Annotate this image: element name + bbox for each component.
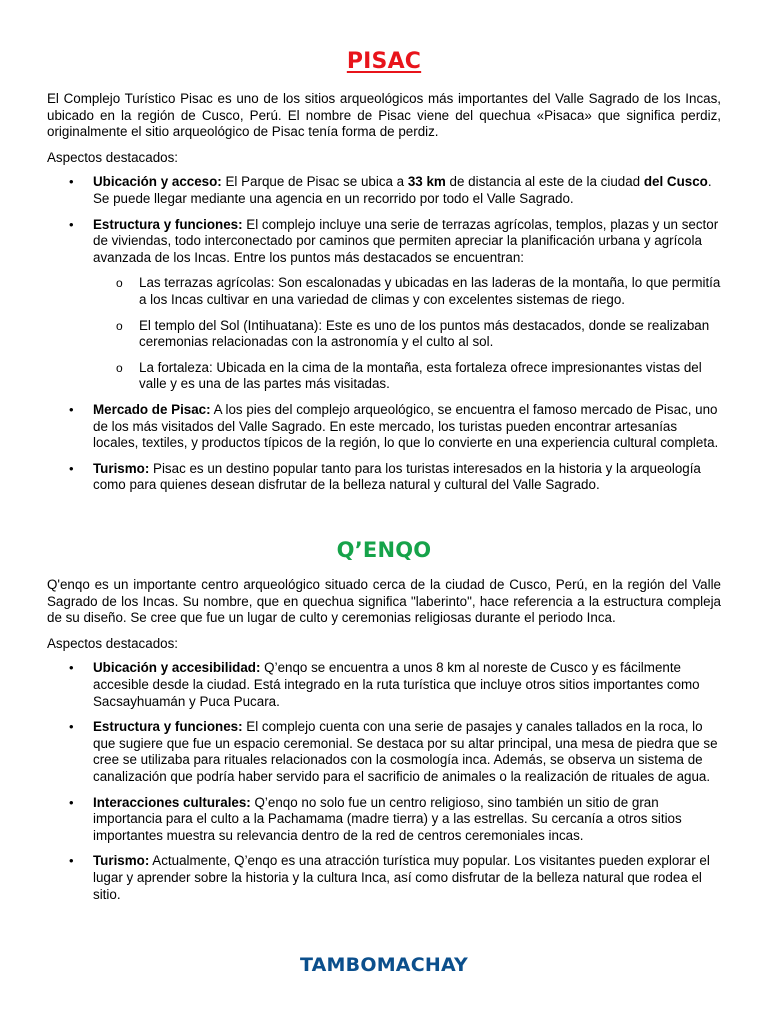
pisac-item-mercado xyxy=(47,402,721,452)
section-pisac xyxy=(47,91,721,503)
item-text: Actualmente, Q’enqo es una atracción turística muy popular. Los visitantes pueden explorar el lugar y aprender sobre la historia y la cultura Inca, así como disfrutar de la belleza natural que rodea el sitio. xyxy=(93,853,710,902)
heading-tambomachay: TAMBOMACHAY xyxy=(299,954,469,976)
distance-value: 33 km xyxy=(407,174,446,190)
item-text: Q’enqo se encuentra a unos 8 km al noreste de Cusco y es fácilmente accesible desde la ciudad. Está integrado en la ruta turística que incluye otros sitios importantes como Sacsayhuamán y Puca Pucara. xyxy=(93,660,700,709)
pisac-item-ubicacion xyxy=(47,174,721,207)
qenqo-item-turismo xyxy=(47,853,721,903)
item-text: de distancia al este de la ciudad xyxy=(445,174,644,190)
city-name: del Cusco xyxy=(643,174,708,190)
heading-qenqo: Q’ENQO xyxy=(336,538,432,562)
qenqo-item-interacciones xyxy=(47,795,721,845)
item-label: Estructura y funciones: xyxy=(93,216,243,232)
item-label: Turismo: xyxy=(93,460,150,476)
item-text: A los pies del complejo arqueológico, se encuentra el famoso mercado de Pisac, uno de los más visitados del Valle Sagrado. En este mercado, los turistas pueden encontrar artesanías locales, textiles, y productos típicos de la región, lo que lo convierte en una experiencia cultural completa. xyxy=(93,401,719,451)
item-label: Ubicación y acceso: xyxy=(93,174,222,190)
item-text: El complejo incluye una serie de terrazas agrícolas, templos, plazas y un sector de viviendas, todo interconectado por caminos que permiten apreciar la planificación urbana y agrícola avanzada de los Incas. Entre los puntos más destacados se encuentran: xyxy=(93,216,719,265)
qenqo-item-ubicacion xyxy=(47,660,721,710)
qenqo-intro-paragraph: Q'enqo es un importante centro arqueológico situado cerca de la ciudad de Cusco, Perú, en la región del Valle Sagrado de los Incas. Su nombre, que en quechua significa "laberinto", hace referencia a la estructura compleja de su diseño. Se cree que fue un lugar de culto y ceremonias religiosas durante el periodo Inca. xyxy=(47,577,721,626)
item-label: Mercado de Pisac: xyxy=(93,401,211,417)
pisac-bullet-list xyxy=(47,174,721,494)
qenqo-item-estructura xyxy=(47,719,721,785)
pisac-aspects-label: Aspectos destacados: xyxy=(47,149,179,165)
pisac-item-turismo xyxy=(47,461,721,494)
qenqo-bullet-list xyxy=(47,660,721,903)
item-text: Q’enqo no solo fue un centro religioso, sino también un sitio de gran importancia para el culto a la Pachamama (madre tierra) y a las estrellas. Su cercanía a otros sitios importantes muestra su relevancia dentro de la red de centros ceremoniales incas. xyxy=(93,794,682,843)
pisac-sub-list xyxy=(93,275,721,393)
heading-pisac: PISAC xyxy=(346,49,422,74)
pisac-item-estructura xyxy=(47,217,721,393)
item-label: Interacciones culturales: xyxy=(93,794,251,810)
sub-item-terrazas: o Las terrazas agrícolas: Son escalonadas y ubicadas en las laderas de la montaña, lo que permitía a los Incas cultivar en una variedad de climas y con excelentes sistemas de riego. xyxy=(93,275,721,308)
sub-item-fortaleza: o La fortaleza: Ubicada en la cima de la montaña, esta fortaleza ofrece impresionantes vistas del valle y es una de las partes más visitadas. xyxy=(93,360,721,393)
qenqo-aspects-label: Aspectos destacados: xyxy=(47,635,179,651)
section-qenqo xyxy=(47,577,721,912)
item-text: El Parque de Pisac se ubica a xyxy=(221,174,408,190)
pisac-intro-paragraph: El Complejo Turístico Pisac es uno de los sitios arqueológicos más importantes del Valle Sagrado de los Incas, ubicado en la región de Cusco, Perú. El nombre de Pisac viene del quechua «Pisaca» que significa perdiz, originalmente el sitio arqueológico de Pisac tenía forma de perdiz. xyxy=(47,91,721,140)
sub-item-templo-sol: o El templo del Sol (Intihuatana): Este es uno de los puntos más destacados, donde se realizaban ceremonias relacionadas con la astronomía y el culto al sol. xyxy=(93,318,721,351)
item-label: Turismo: xyxy=(93,853,150,869)
item-text: . Se puede llegar mediante una agencia en un recorrido por todo el Valle Sagrado. xyxy=(93,174,712,206)
item-label: Ubicación y accesibilidad: xyxy=(93,660,261,676)
item-label: Estructura y funciones: xyxy=(93,719,243,735)
item-text: El complejo cuenta con una serie de pasajes y canales tallados en la roca, lo que sugiere que fue un espacio ceremonial. Se destaca por su altar principal, una mesa de piedra que se cree se utilizaba para rituales relacionados con la cosmología inca. Además, se observa un sistema de canalización que podría haber servido para el sacrificio de animales o la realización de rituales de agua. xyxy=(93,719,718,784)
item-text: Pisac es un destino popular tanto para los turistas interesados en la historia y la arqueología como para quienes desean disfrutar de la belleza natural y cultural del Valle Sagrado. xyxy=(93,460,701,493)
